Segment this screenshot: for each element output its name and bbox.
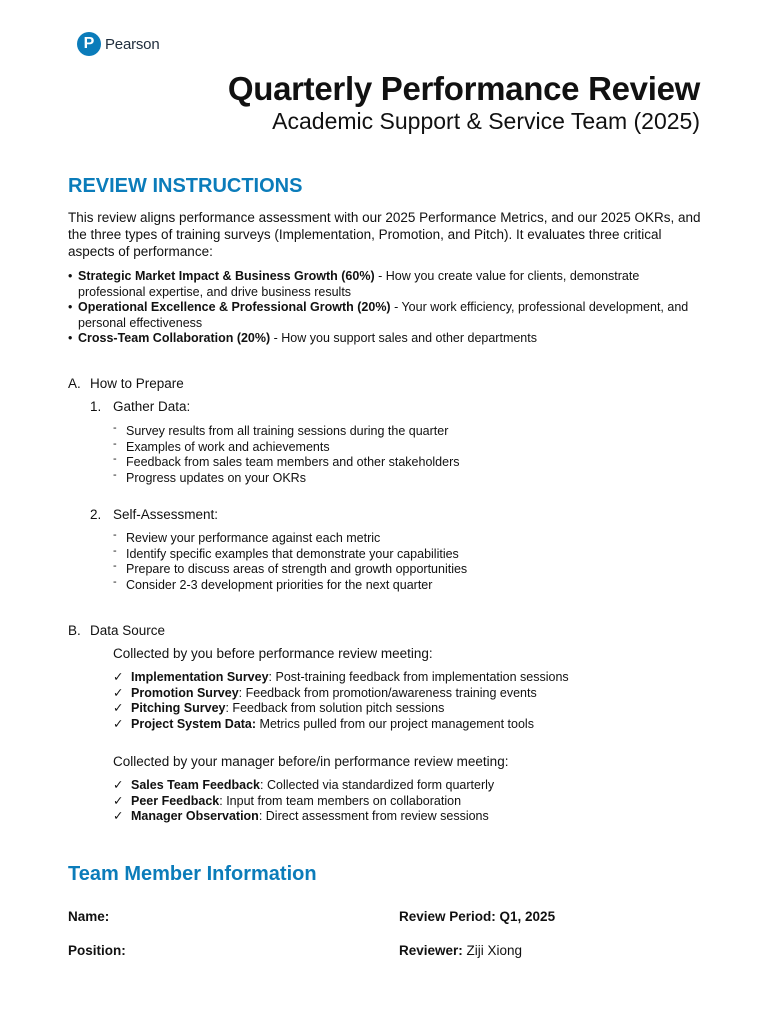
list-item: - Identify specific examples that demonstrate your capabilities (113, 547, 467, 563)
team-member-info-heading: Team Member Information (68, 863, 317, 885)
collected-by-manager-label: Collected by your manager before/in performance review meeting: (113, 754, 509, 769)
name-label: Name: (68, 909, 110, 924)
check-item-label: Promotion Survey (131, 685, 239, 700)
criteria-list (68, 269, 708, 347)
check-item (113, 794, 494, 810)
check-item-label: Peer Feedback (131, 793, 220, 808)
criteria-item (68, 300, 708, 331)
check-item (113, 809, 494, 825)
criteria-desc: - Your work efficiency, professional development, and personal effectiveness (78, 300, 689, 330)
gather-data-list (113, 424, 460, 486)
check-item-desc: : Collected via standardized form quarterly (260, 778, 495, 792)
step-number: 1. (90, 399, 102, 414)
name-field (68, 909, 109, 924)
check-item-desc: : Feedback from promotion/awareness training events (238, 685, 537, 700)
check-item (113, 717, 569, 733)
how-to-prepare-heading (68, 376, 184, 391)
list-item: - Survey results from all training sessions during the quarter (113, 424, 460, 440)
document-title: Quarterly Performance Review (227, 70, 700, 107)
check-item-label: Project System Data: (131, 717, 257, 732)
collected-by-you-label: Collected by you before performance review meeting: (113, 646, 433, 661)
check-item-desc: : Post-training feedback from implementation sessions (268, 670, 569, 684)
check-item-desc: : Feedback from solution pitch sessions (225, 701, 445, 716)
section-letter: A. (68, 376, 81, 391)
check-item-label: Implementation Survey (131, 670, 269, 684)
check-item-desc: : Input from team members on collaboration (219, 793, 462, 808)
check-item (113, 701, 569, 717)
criteria-label: Cross-Team Collaboration (20%) (78, 331, 271, 345)
document-subtitle: Academic Support & Service Team (2025) (272, 108, 700, 134)
collected-by-manager-list (113, 778, 494, 825)
criteria-desc: - How you create value for clients, demonstrate professional expertise, and drive business results (78, 269, 640, 299)
position-field (68, 943, 126, 958)
self-assessment-heading (90, 507, 218, 522)
check-item (113, 778, 494, 794)
instructions-intro: This review aligns performance assessment with our 2025 Performance Metrics, and our 2025 OKRs, and the three types of training surveys (Implementation, Promotion, and Pitch). It evaluates three critical aspects of performance: (68, 210, 701, 259)
criteria-desc: - How you support sales and other departments (270, 331, 537, 345)
reviewer-label: Reviewer: (399, 943, 463, 958)
step-label: Gather Data: (113, 399, 191, 414)
criteria-item (68, 331, 708, 347)
brand-name: Pearson (105, 35, 160, 53)
reviewer-value: Ziji Xiong (462, 943, 523, 958)
gather-data-heading (90, 399, 190, 414)
data-source-heading (68, 623, 165, 638)
pearson-logo (77, 32, 159, 56)
collected-by-you-list (113, 670, 569, 733)
list-item: - Progress updates on your OKRs (113, 471, 460, 487)
section-letter: B. (68, 623, 81, 638)
check-item-label: Pitching Survey (131, 701, 226, 716)
review-period-field (399, 909, 555, 924)
self-assessment-list (113, 531, 467, 593)
position-label: Position: (68, 943, 126, 958)
list-item: - Feedback from sales team members and other stakeholders (113, 455, 460, 471)
criteria-item (68, 269, 708, 300)
criteria-label: Operational Excellence & Professional Growth (20%) (78, 300, 391, 314)
review-instructions-heading: REVIEW INSTRUCTIONS (68, 175, 303, 197)
section-label: How to Prepare (90, 376, 184, 391)
list-item: - Prepare to discuss areas of strength and growth opportunities (113, 562, 467, 578)
check-item (113, 686, 569, 702)
list-item: - Examples of work and achievements (113, 440, 460, 456)
review-period-label: Review Period: Q1, 2025 (399, 909, 556, 924)
check-item-label: Manager Observation (131, 809, 259, 824)
check-item (113, 670, 569, 686)
check-item-desc: Metrics pulled from our project management tools (256, 717, 534, 732)
step-number: 2. (90, 507, 102, 522)
list-item: - Consider 2-3 development priorities for the next quarter (113, 578, 467, 594)
list-item: - Review your performance against each metric (113, 531, 467, 547)
check-item-label: Sales Team Feedback (131, 778, 261, 792)
section-label: Data Source (90, 623, 166, 638)
reviewer-field (399, 943, 522, 958)
pearson-logo-icon: P (77, 32, 101, 56)
criteria-label: Strategic Market Impact & Business Growth (60%) (78, 269, 375, 283)
step-label: Self-Assessment: (113, 507, 219, 522)
check-item-desc: : Direct assessment from review sessions (258, 809, 489, 824)
